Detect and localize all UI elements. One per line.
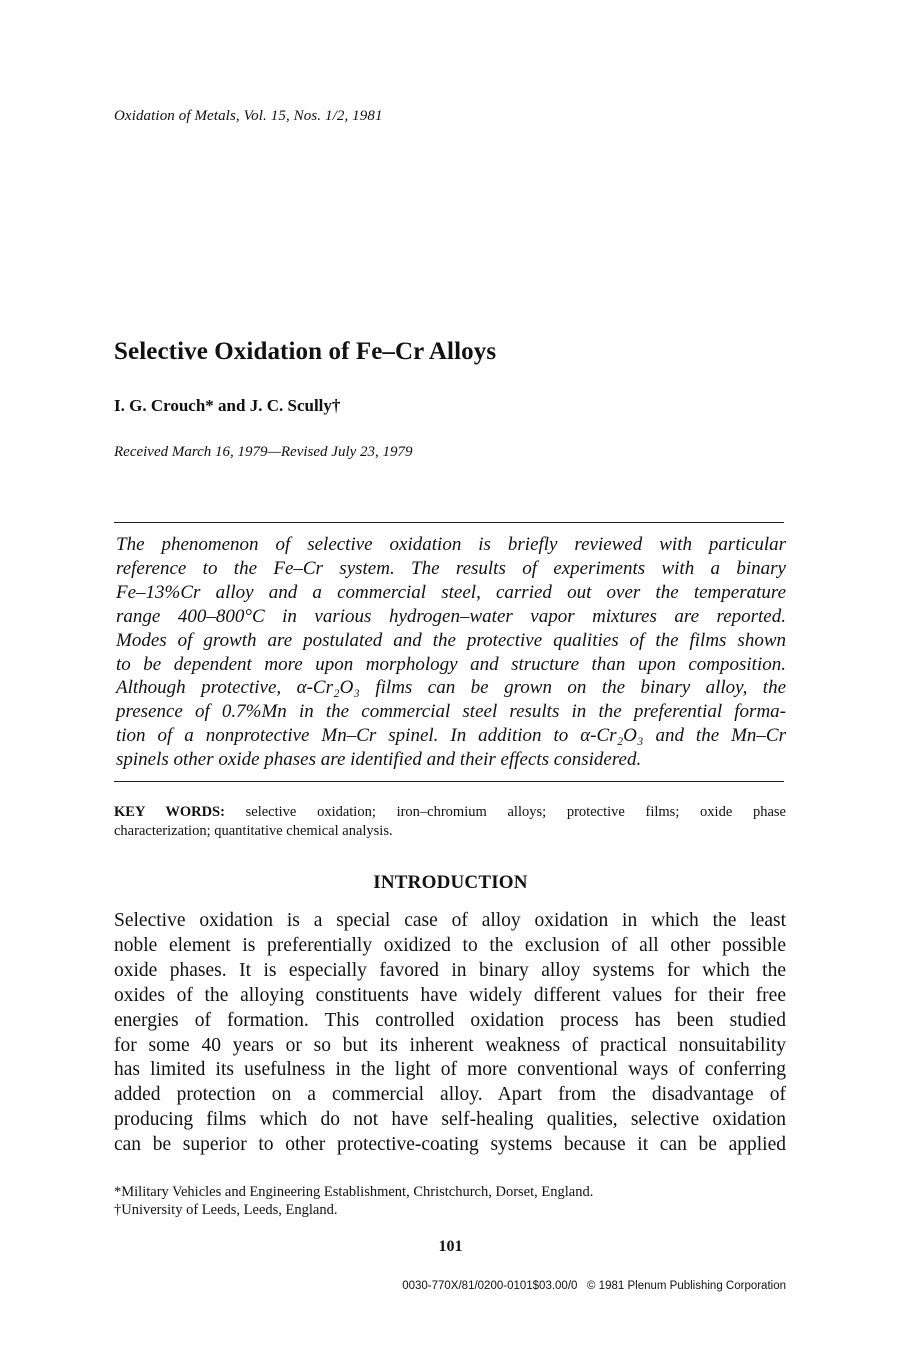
copyright-notice: © 1981 Plenum Publishing Corporation bbox=[587, 1280, 786, 1292]
copyright-line bbox=[330, 1280, 786, 1292]
abstract bbox=[116, 533, 786, 772]
body-line: can be superior to other protective-coating systems because it can be applied bbox=[114, 1134, 786, 1156]
footnotes bbox=[114, 1183, 593, 1219]
article-code: 0030-770X/81/0200-0101$03.00/0 bbox=[402, 1280, 578, 1292]
footnote: †University of Leeds, Leeds, England. bbox=[114, 1202, 338, 1218]
keywords-line bbox=[114, 803, 786, 822]
abstract-line: tion of a nonprotective Mn–Cr spinel. In addition to α-Cr₂O₃ and the Mn–Cr bbox=[116, 725, 786, 747]
body-line: for some 40 years or so but its inherent weakness of practical nonsuitability bbox=[114, 1034, 786, 1056]
abstract-line: Modes of growth are postulated and the protective qualities of the films shown bbox=[116, 629, 786, 651]
section-heading: INTRODUCTION bbox=[373, 872, 528, 893]
abstract-line: range 400–800°C in various hydrogen–water vapor mixtures are reported. bbox=[116, 605, 786, 627]
keywords-label: KEY WORDS: bbox=[114, 804, 225, 820]
body-line: oxides of the alloying constituents have widely different values for their free bbox=[114, 984, 786, 1006]
body-paragraph bbox=[114, 909, 786, 1158]
body-line: has limited its usefulness in the light of more conventional ways of conferring bbox=[114, 1059, 786, 1081]
abstract-top-rule bbox=[114, 522, 784, 523]
received-dates: Received March 16, 1979—Revised July 23, 1979 bbox=[114, 444, 413, 460]
body-line: added protection on a commercial alloy. Apart from the disadvantage of bbox=[114, 1084, 786, 1106]
page-number: 101 bbox=[438, 1238, 463, 1255]
abstract-line: to be dependent more upon morphology and structure than upon composition. bbox=[116, 653, 786, 675]
abstract-line: Fe–13%Cr alloy and a commercial steel, carried out over the temperature bbox=[116, 581, 786, 603]
keywords-text: selective oxidation; iron–chromium alloys; protective films; oxide phase bbox=[245, 804, 786, 820]
body-line: energies of formation. This controlled oxidation process has been studied bbox=[114, 1009, 786, 1031]
keywords bbox=[114, 803, 786, 841]
abstract-line: presence of 0.7%Mn in the commercial steel results in the preferential forma- bbox=[116, 701, 786, 723]
abstract-line: The phenomenon of selective oxidation is briefly reviewed with particular bbox=[116, 534, 786, 555]
footnote: *Military Vehicles and Engineering Establishment, Christchurch, Dorset, England. bbox=[114, 1184, 594, 1200]
abstract-line: reference to the Fe–Cr system. The results of experiments with a binary bbox=[116, 557, 786, 579]
body-line: producing films which do not have self-healing qualities, selective oxidation bbox=[114, 1109, 786, 1131]
abstract-line: Although protective, α-Cr₂O₃ films can be grown on the binary alloy, the bbox=[116, 677, 786, 699]
abstract-line: spinels other oxide phases are identified and their effects considered. bbox=[116, 749, 642, 771]
body-line: noble element is preferentially oxidized to the exclusion of all other possible bbox=[114, 934, 786, 956]
body-line: oxide phases. It is especially favored in binary alloy systems for which the bbox=[114, 959, 786, 981]
paper-title: Selective Oxidation of Fe–Cr Alloys bbox=[114, 338, 497, 365]
keywords-line: characterization; quantitative chemical analysis. bbox=[114, 823, 393, 839]
abstract-bottom-rule bbox=[114, 781, 784, 782]
body-line: Selective oxidation is a special case of alloy oxidation in which the least bbox=[114, 910, 786, 931]
author-line: I. G. Crouch* and J. C. Scully† bbox=[114, 396, 341, 415]
journal-citation: Oxidation of Metals, Vol. 15, Nos. 1/2, 1981 bbox=[114, 108, 383, 124]
